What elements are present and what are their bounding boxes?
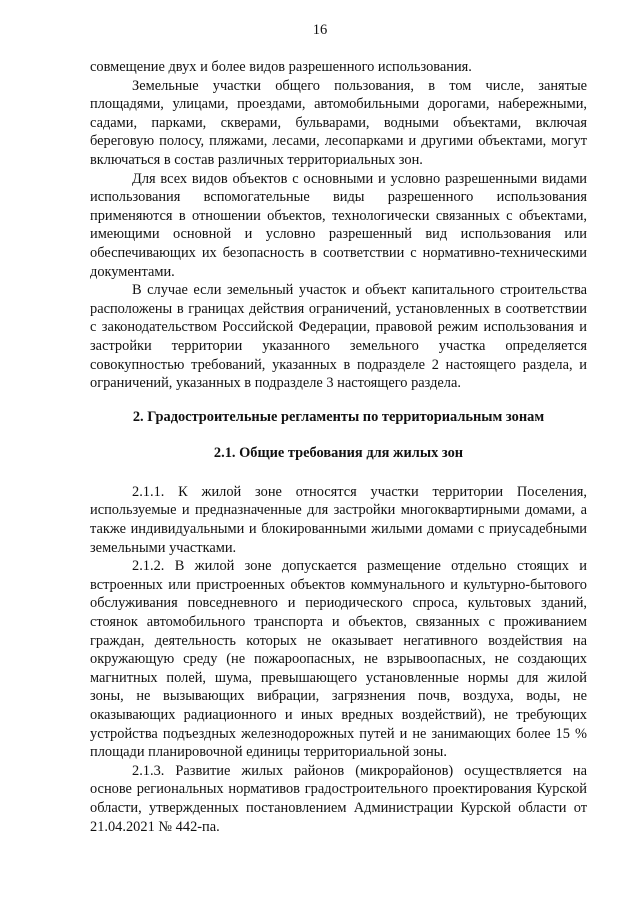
section-heading: 2. Градостроительные регламенты по территориальным зонам xyxy=(132,408,545,425)
subsection-heading: 2.1. Общие требования для жилых зон xyxy=(213,445,464,462)
clause-2-1-1: 2.1.1. К жилой зоне относятся участки территории Поселения, используемые и предназначенные для застройки многоквартирными домами, а также индивидуальными и блокированными жилыми домами с приусадебными земельными участками. xyxy=(90,483,587,556)
paragraph-restrictions: В случае если земельный участок и объект капитального строительства расположены в границах действия ограничений, установленных в соответствии с законодательством Российской Федерации, правовой режим использования и застройки территории указанного земельного участка определяется совокупностью требований, указанных в подразделе 2 настоящего раздела, и ограничений, указанных в подразделе 3 настоящего раздела. xyxy=(90,282,587,392)
paragraph-continuation: совмещение двух и более видов разрешенного использования. xyxy=(90,59,472,75)
clause-2-1-2: 2.1.2. В жилой зоне допускается размещение отдельно стоящих и встроенных или пристроенных объектов коммунального и культурно-бытового обслуживания повседневного и периодического спроса, культовых зданий, стоянок автомобильного транспорта и объектов, связанных с проживанием граждан, деятельность которых не оказывает негативного воздействия на окружающую среду (не пожароопасных, не взрывоопасных, не создающих магнитных полей, шума, превышающего установленные нормы для жилой зоны, не вызывающих вибрации, загрязнения почв, воздуха, воды, не оказывающих радиационного и иных вредных воздействий), не требующих устройства подъездных железнодорожных путей и не занимающих более 15 % площади планировочной единицы территориальной зоны. xyxy=(90,558,587,761)
document-body xyxy=(90,58,587,836)
page-number: 16 xyxy=(312,22,328,38)
clause-2-1-3: 2.1.3. Развитие жилых районов (микрорайонов) осуществляется на основе региональных нормативов градостроительного проектирования Курской области, утвержденных постановлением Администрации Курской области от 21.04.2021 № 442-па. xyxy=(90,762,587,835)
paragraph-public-land: Земельные участки общего пользования, в том числе, занятые площадями, улицами, проездами, автомобильными дорогами, набережными, садами, парками, скверами, бульварами, водными объектами, включая береговую полосу, пляжами, лесами, лесопарками и другими объектами, могут включаться в состав различных территориальных зон. xyxy=(90,77,587,168)
paragraph-auxiliary-uses: Для всех видов объектов с основными и условно разрешенными видами использования вспомогательные виды разрешенного использования применяются в отношении объектов, технологически связанных с объектами, имеющими основной и условно разрешенный вид использования или обеспечивающих их безопасность в соответствии с нормативно-техническими документами. xyxy=(90,170,587,280)
